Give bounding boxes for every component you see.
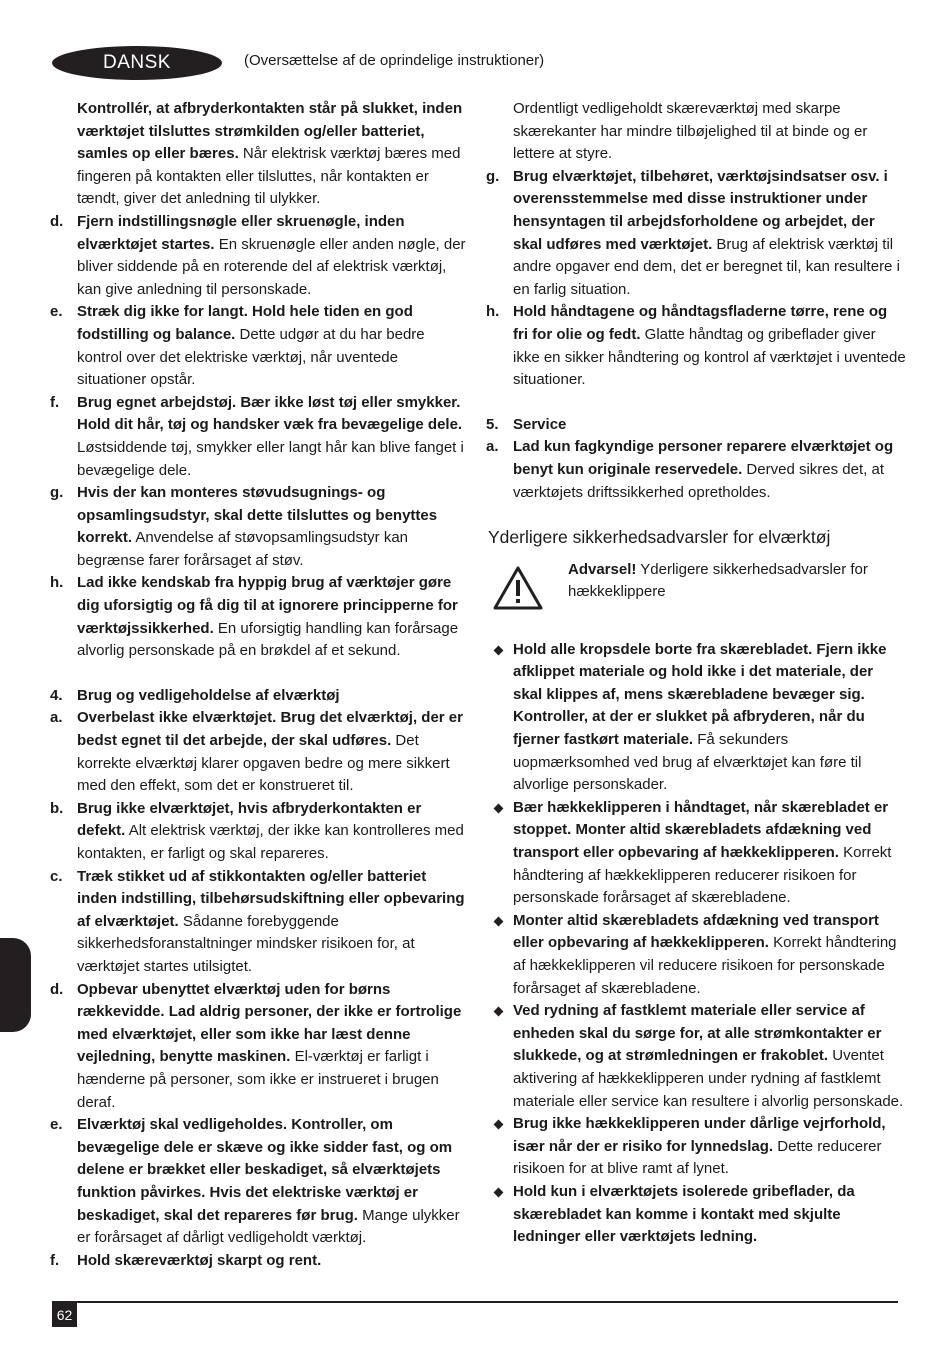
list-item: [50, 979, 468, 1115]
bullet-item: [486, 910, 906, 1000]
bullet-bold: Hold alle kropsdele borte fra skærebladet. Fjern ikke afklippet materiale og hold ikke i det materiale, der skal klippes af, mens skærebladene bevæger sig. Kontroller, at der er slukket på afbryderen, når du fjerner fastkørt materiale.: [513, 640, 887, 749]
item-text: Sådanne forebyggende sikkerhedsforanstaltninger mindsker risikoen for, at værktøjet startes utilsigtet.: [77, 912, 415, 975]
item-bold: Hvis der kan monteres støvudsugnings- og opsamlingsudstyr, skal dette tilsluttes og benyttes korrekt.: [77, 484, 438, 547]
bullet-item: [486, 639, 906, 797]
item-text: Glatte håndtag og gribeflader giver ikke en sikker håndtering og kontrol af værktøjet i uventede situationer.: [513, 325, 906, 389]
item-bold: Overbelast ikke elværktøjet. Brug det elværktøj, der er bedst egnet til det arbejde, der skal udføres.: [77, 709, 463, 750]
item-bold: Stræk dig ikke for langt. Hold hele tiden en god fodstilling og balance.: [77, 303, 413, 343]
list-item: [50, 301, 468, 391]
language-tab: [52, 46, 222, 80]
intro-text: Når elektrisk værktøj bæres med fingeren på kontakten eller tilsluttes, når kontakten er tændt, giver det anledning til ulykker.: [77, 145, 461, 208]
item-marker: e.: [50, 303, 63, 321]
diamond-bullet-icon: [494, 1187, 504, 1197]
item-bold: Opbevar ubenyttet elværktøj uden for børns rækkevidde. Lad aldrig personer, der ikke er fortrolige med elværktøjet, eller som ikke har læst denne vejledning, benytte maskinen.: [77, 980, 462, 1066]
bullet-text: Korrekt håndtering af hækkeklipperen reducerer risikoen for personskade forårsaget af skærebladene.: [513, 844, 892, 907]
bullet-text: Korrekt håndtering af hækkeklipperen vil reducere risikoen for personskade forårsaget af skærebladene.: [513, 934, 897, 997]
bullet-item: [486, 1113, 906, 1181]
section-5-heading: [486, 414, 906, 437]
item-text: En uforsigtig handling kan forårsage alvorlig personskade på en brøkdel af et sekund.: [77, 619, 459, 660]
list-item: [50, 1250, 468, 1273]
language-label: DANSK: [103, 52, 171, 73]
footer-rule: [52, 1301, 898, 1303]
bullet-bold: Ved rydning af fastklemt materiale eller service af enheden skal du sørge for, at alle strømkontakter er slukkede, og at strømledningen er frakoblet.: [513, 1002, 882, 1065]
bullet-text: Dette reducerer risikoen for at blive ramt af lynet.: [513, 1137, 882, 1178]
section-number: 5.: [486, 415, 499, 433]
item-marker: f.: [50, 393, 60, 411]
bullet-item: [486, 1181, 906, 1249]
left-column: [50, 98, 468, 1272]
section-title: Brug og vedligeholdelse af elværktøj: [77, 686, 340, 704]
side-thumb-tab: [0, 938, 31, 1032]
page-number: 62: [56, 1307, 73, 1323]
section-number: 4.: [50, 686, 63, 704]
item-text: Brug af elektrisk værktøj til andre opgaver end dem, det er beregnet til, kan resultere i en farlig situation.: [513, 235, 900, 298]
list-item: [50, 798, 468, 866]
item-marker: d.: [50, 980, 64, 998]
item-text: El-værktøj er farligt i hænderne på personer, som ikke er instrueret i brugen deraf.: [77, 1048, 439, 1111]
item-marker: g.: [486, 167, 500, 185]
item-bold: Hold håndtagene og håndtagsfladerne tørre, rene og fri for olie og fedt.: [513, 303, 888, 343]
item-marker: a.: [50, 709, 63, 727]
bullet-text: Få sekunders uopmærksomhed ved brug af elværktøjet kan føre til alvorlige personskader.: [513, 731, 862, 794]
item-text: Anvendelse af støvopsamlingsudstyr kan begrænse farer forårsaget af støv.: [77, 529, 409, 569]
bullet-text: Uventet aktivering af hækkeklipperen under rydning af fastklemt materiale eller service kan resultere i alvorlig personskade.: [513, 1047, 904, 1110]
list-item: [486, 436, 906, 504]
intro-paragraph: [50, 98, 468, 211]
item-marker: e.: [50, 1116, 63, 1134]
bullet-item: [486, 797, 906, 910]
right-column: [486, 98, 906, 1249]
warning-block: [486, 559, 906, 625]
bullet-bold: Brug ikke hækkeklipperen under dårlige vejrforhold, især når der er risiko for lynnedslag.: [513, 1115, 886, 1155]
item-bold: Elværktøj skal vedligeholdes. Kontroller, om bevægelige dele er skæve og ikke sidder fast, og om delene er brækket eller beskadiget, så elværktøjets funktion påvirkes. Hvis det elektriske værktøj er beskadiget, skal det repareres før brug.: [77, 1116, 453, 1224]
item-text: Det korrekte elværktøj klarer opgaven bedre og mere sikkert med den effekt, som det er konstrueret til.: [77, 732, 450, 795]
item-marker: a.: [486, 438, 499, 456]
item-text: Mange ulykker er forårsaget af dårligt vedligeholdt værktøj.: [77, 1206, 460, 1247]
continuation-paragraph: Ordentligt vedligeholdt skæreværktøj med skarpe skærekanter har mindre tilbøjelighed til at binde og er lettere at styre.: [513, 100, 868, 163]
item-text: Alt elektrisk værktøj, der ikke kan kontrolleres med kontakten, er farligt og skal repareres.: [77, 822, 464, 862]
warning-label: Advarsel!: [568, 560, 637, 578]
item-marker: g.: [50, 484, 64, 502]
translation-note: (Oversættelse af de oprindelige instruktioner): [244, 52, 545, 69]
item-bold: Brug ikke elværktøjet, hvis afbryderkontakten er defekt.: [77, 799, 422, 840]
item-marker: d.: [50, 212, 64, 230]
warning-text: Yderligere sikkerhedsadvarsler for hækkeklippere: [568, 560, 868, 601]
item-text: Løstsiddende tøj, smykker eller langt hår kan blive fanget i bevægelige dele.: [77, 438, 464, 479]
item-marker: c.: [50, 867, 63, 885]
list-item: [50, 1114, 468, 1250]
item-bold: Brug egnet arbejdstøj. Bær ikke løst tøj eller smykker. Hold dit hår, tøj og handsker væk fra bevægelige dele.: [77, 393, 463, 434]
section-4-heading: [50, 685, 468, 708]
section-title: Service: [513, 415, 567, 433]
item-text: En skruenøgle eller anden nøgle, der bliver siddende på en roterende del af elektrisk værktøj, kan give anledning til personskade.: [77, 235, 466, 298]
subheading: Yderligere sikkerhedsadvarsler for elværktøj: [488, 527, 831, 548]
bullet-item: [486, 1000, 906, 1113]
warning-triangle-icon: [492, 565, 544, 611]
diamond-bullet-icon: [494, 1007, 504, 1017]
list-item: [50, 392, 468, 482]
diamond-bullet-icon: [494, 916, 504, 926]
list-item: [486, 301, 906, 391]
item-bold: Træk stikket ud af stikkontakten og/eller batteriet inden indstilling, tilbehørsudskiftning eller opbevaring af elværktøjet.: [77, 867, 465, 930]
item-bold: Brug elværktøjet, tilbehøret, værktøjsindsatser osv. i overensstemmelse med disse instruktioner under hensyntagen til arbejdsforholdene og arbejdet, der skal udføres med værktøjet.: [513, 167, 888, 253]
item-bold: Lad kun fagkyndige personer reparere elværktøjet og benyt kun originale reservedele.: [513, 438, 894, 478]
item-text: Dette udgør at du har bedre kontrol over det elektriske værktøj, når uventede situationer opstår.: [77, 325, 425, 389]
bullet-bold: Bær hækkeklipperen i håndtaget, når skærebladet er stoppet. Monter altid skærebladets afdækning ved transport eller opbevaring af hækkeklipperen.: [513, 798, 889, 862]
item-bold: Lad ikke kendskab fra hyppig brug af værktøjer gøre dig uforsigtig og få dig til at ignorere principperne for værktøjssikkerhed.: [77, 574, 458, 637]
bullet-bold: Monter altid skærebladets afdækning ved transport eller opbevaring af hækkeklipperen.: [513, 911, 879, 952]
page-number-box: [52, 1303, 77, 1327]
item-bold: Hold skæreværktøj skarpt og rent.: [77, 1251, 322, 1269]
list-item: [50, 482, 468, 572]
item-marker: f.: [50, 1251, 60, 1269]
list-item: [50, 572, 468, 662]
item-marker: h.: [50, 574, 64, 592]
diamond-bullet-icon: [494, 645, 504, 655]
diamond-bullet-icon: [494, 1120, 504, 1130]
spacer: [486, 392, 906, 414]
intro-bold: Kontrollér, at afbryderkontakten står på slukket, inden værktøjet tilsluttes strømkilden og/eller batteriet, samles op eller bæres.: [77, 100, 463, 163]
spacer: [486, 504, 906, 526]
list-item: [50, 866, 468, 979]
item-bold: Fjern indstillingsnøgle eller skruenøgle, inden elværktøjet startes.: [77, 212, 405, 253]
item-text: Derved sikres det, at værktøjets driftssikkerhed opretholdes.: [513, 460, 884, 501]
item-marker: h.: [486, 303, 500, 321]
list-item: [50, 707, 468, 797]
item-marker: b.: [50, 799, 64, 817]
bullet-bold: Hold kun i elværktøjets isolerede gribeflader, da skærebladet kan komme i kontakt med skjulte ledninger eller værktøjets ledning.: [513, 1182, 855, 1246]
diamond-bullet-icon: [494, 803, 504, 813]
spacer: [50, 663, 468, 685]
list-item: [50, 211, 468, 301]
list-item: [486, 166, 906, 302]
